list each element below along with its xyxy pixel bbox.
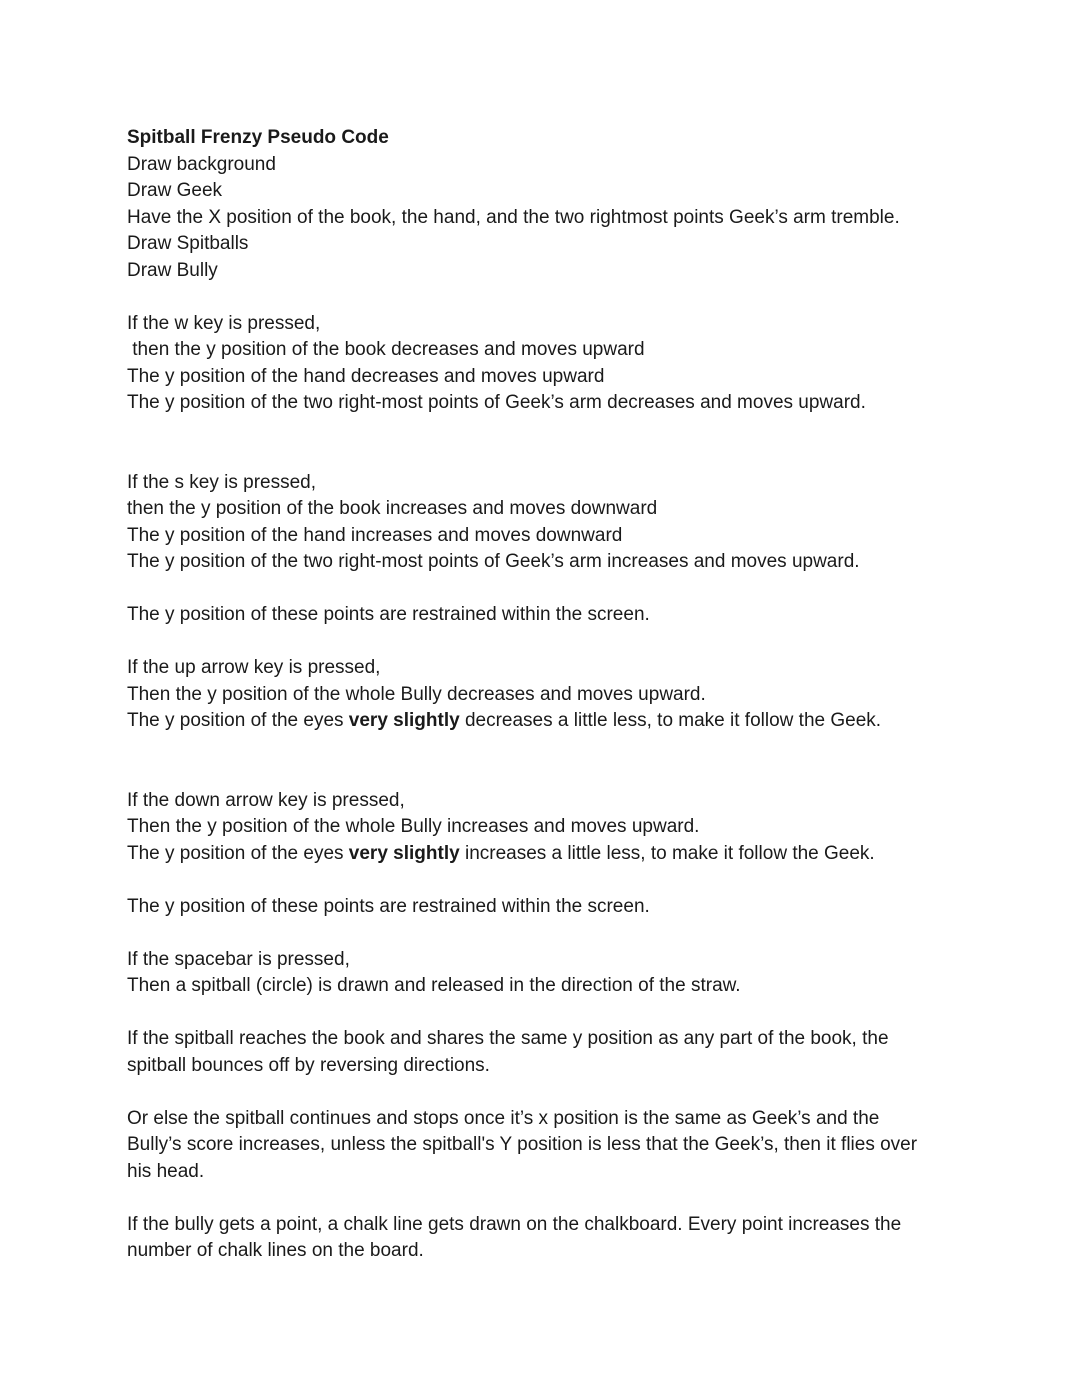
bounce-line: spitball bounces off by reversing directions. bbox=[127, 1054, 490, 1076]
up-arrow-line bbox=[127, 708, 957, 735]
chalk-line: number of chalk lines on the board. bbox=[127, 1240, 424, 1261]
down-arrow-text: The y position of the eyes bbox=[127, 842, 349, 864]
s-key-line: If the s key is pressed, bbox=[127, 471, 317, 493]
setup-line: Draw Geek bbox=[127, 180, 223, 201]
up-arrow-emphasis: very slightly bbox=[348, 710, 460, 731]
spacebar-line: If the spacebar is pressed, bbox=[127, 948, 350, 970]
w-key-line: then the y position of the book decreases and moves upward bbox=[127, 339, 645, 360]
restrain-line: The y position of these points are restrained within the screen. bbox=[127, 895, 650, 917]
document-title: Spitball Frenzy Pseudo Code bbox=[127, 127, 389, 148]
up-arrow-text: decreases a little less, to make it follow the Geek. bbox=[459, 710, 882, 731]
spacer bbox=[127, 761, 957, 788]
spacer bbox=[127, 417, 957, 444]
spacer bbox=[127, 920, 957, 947]
bounce-line: If the spitball reaches the book and shares the same y position as any part of the book, the bbox=[127, 1028, 889, 1049]
else-case-line: his head. bbox=[127, 1160, 205, 1182]
up-arrow-line: Then the y position of the whole Bully decreases and moves upward. bbox=[127, 683, 706, 705]
else-case-line: Bully’s score increases, unless the spitball's Y position is less that the Geek’s, then it flies over bbox=[127, 1134, 918, 1155]
else-case-line: Or else the spitball continues and stops once it’s x position is the same as Geek’s and the bbox=[127, 1107, 880, 1129]
setup-line: Draw Spitballs bbox=[127, 233, 249, 254]
w-key-line: If the w key is pressed, bbox=[127, 312, 321, 334]
s-key-line: The y position of the hand increases and moves downward bbox=[127, 524, 623, 546]
up-arrow-line: If the up arrow key is pressed, bbox=[127, 657, 381, 678]
spacer bbox=[127, 629, 957, 656]
down-arrow-text: increases a little less, to make it follow the Geek. bbox=[459, 842, 875, 864]
restrain-line: The y position of these points are restrained within the screen. bbox=[127, 604, 650, 625]
s-key-line: then the y position of the book increases and moves downward bbox=[127, 498, 658, 519]
w-key-line: The y position of the hand decreases and moves upward bbox=[127, 365, 605, 387]
spacer bbox=[127, 735, 957, 762]
setup-line: Have the X position of the book, the hand, and the two rightmost points Geek’s arm tremble. bbox=[127, 206, 900, 228]
down-arrow-line bbox=[127, 841, 957, 868]
down-arrow-line: Then the y position of the whole Bully increases and moves upward. bbox=[127, 816, 700, 837]
spacer bbox=[127, 284, 957, 311]
document-body bbox=[127, 125, 957, 1265]
setup-line: Draw Bully bbox=[127, 259, 218, 281]
w-key-line: The y position of the two right-most points of Geek’s arm decreases and moves upward. bbox=[127, 392, 866, 413]
down-arrow-line: If the down arrow key is pressed, bbox=[127, 789, 405, 811]
spacer bbox=[127, 1079, 957, 1106]
spacer bbox=[127, 443, 957, 470]
spacer bbox=[127, 1000, 957, 1027]
up-arrow-text: The y position of the eyes bbox=[127, 710, 349, 731]
setup-line: Draw background bbox=[127, 153, 276, 175]
s-key-line: The y position of the two right-most points of Geek’s arm increases and moves upward. bbox=[127, 551, 860, 572]
spacebar-line: Then a spitball (circle) is drawn and released in the direction of the straw. bbox=[127, 975, 741, 996]
down-arrow-emphasis: very slightly bbox=[348, 842, 460, 864]
spacer bbox=[127, 867, 957, 894]
chalk-line: If the bully gets a point, a chalk line gets drawn on the chalkboard. Every point increases the bbox=[127, 1213, 902, 1235]
spacer bbox=[127, 1185, 957, 1212]
spacer bbox=[127, 576, 957, 603]
